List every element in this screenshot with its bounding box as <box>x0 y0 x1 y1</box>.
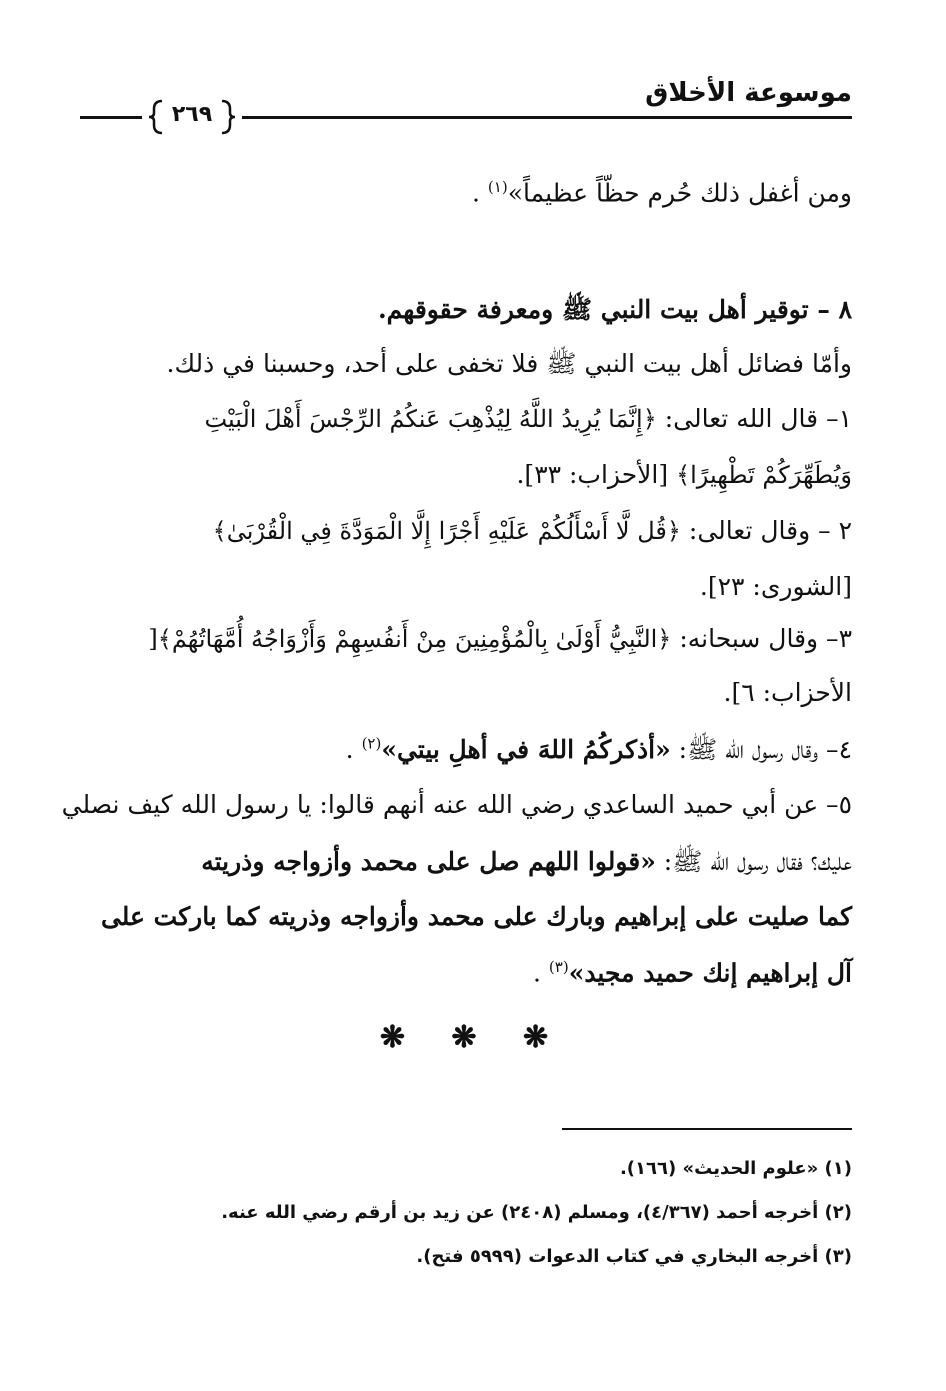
page-number-frame <box>148 97 236 137</box>
item-1-ref: [الأحزاب: ٣٣]. <box>516 460 669 489</box>
item-4-end: . <box>345 735 354 764</box>
item-5-line-4-text: آل إبراهيم إنك حميد مجيد» <box>568 958 852 988</box>
item-5-line-3: كما صليت على إبراهيم وبارك على محمد وأزواجه وذريته كما باركت على <box>100 902 852 931</box>
item-5-line-2-plain: عليك؟ فقال رسول الله ﷺ: <box>663 847 852 876</box>
footnote-2: (٢) أخرجه أحمد (٤/٣٦٧)، ومسلم (٢٤٠٨) عن زيد بن أرقم رضي الله عنه. <box>221 1202 852 1223</box>
section-separator: ❋ ❋ ❋ <box>379 1020 567 1055</box>
item-5-line-2-bold: «قولوا اللهم صل على محمد وأزواجه وذريته <box>201 847 656 876</box>
item-2-line-1 <box>80 516 852 545</box>
item-1-line-1 <box>80 404 852 433</box>
item-1-line-2 <box>80 460 852 489</box>
intro-end: . <box>472 178 480 208</box>
item-5-line-4 <box>80 958 852 987</box>
intro-line <box>80 178 852 207</box>
item-4-prefix: ٤– وقال رسول الله ﷺ: <box>678 735 852 764</box>
page-header <box>80 70 852 130</box>
item-3-verse: ﴿النَّبِيُّ أَوْلَىٰ بِالْمُؤْمِنِينَ مِنْ أَنفُسِهِمْ وَأَزْوَاجُهُ أُمَّهَاتُهُمْ﴾[ <box>148 625 672 653</box>
item-3-line-1 <box>80 624 852 653</box>
footnote-1: (١) «علوم الحديث» (١٦٦). <box>619 1158 852 1179</box>
page-number: ٢٦٩ <box>171 102 213 127</box>
header-rule-left <box>80 116 142 119</box>
item-2-ref: [الشورى: ٢٣]. <box>699 572 852 601</box>
item-4-hadith: «أذكركُمُ اللهَ في أهلِ بيتي» <box>381 735 671 764</box>
footnote-3: (٣) أخرجه البخاري في كتاب الدعوات (٥٩٩٩ فتح). <box>416 1246 852 1267</box>
item-1-verse-a: ﴿إِنَّمَا يُرِيدُ اللَّهُ لِيُذْهِبَ عَنكُمُ الرِّجْسَ أَهْلَ الْبَيْتِ <box>204 405 657 433</box>
item-5-end: . <box>533 958 541 988</box>
intro-text: ومن أغفل ذلك حُرم حظّاً عظيماً» <box>507 178 852 208</box>
footnote-ref-3: (٣) <box>548 958 569 976</box>
item-2-verse: ﴿قُل لَّا أَسْأَلُكُمْ عَلَيْهِ أَجْرًا إِلَّا الْمَوَدَّةَ فِي الْقُرْبَىٰ﴾ <box>212 517 681 545</box>
item-5-line-2 <box>80 846 852 883</box>
footnote-ref-1: (١) <box>487 178 508 196</box>
header-rule-right <box>242 116 852 119</box>
paragraph-1: وأمّا فضائل أهل بيت النبي ﷺ فلا تخفى على أحد، وحسبنا في ذلك. <box>166 349 852 378</box>
item-2-prefix: ٢ – وقال تعالى: <box>688 516 852 545</box>
item-5-line-1: ٥– عن أبي حميد الساعدي رضي الله عنه أنهم قالوا: يا رسول الله كيف نصلي <box>61 790 852 819</box>
book-title: موسوعة الأخلاق <box>645 78 852 108</box>
footnote-ref-2: (٢) <box>361 734 382 753</box>
section-heading: ٨ – توقير أهل بيت النبي ﷺ ومعرفة حقوقهم. <box>377 295 852 324</box>
item-4-line <box>80 734 852 771</box>
footnote-rule <box>562 1128 852 1130</box>
item-1-verse-b: وَيُطَهِّرَكُمْ تَطْهِيرًا﴾ <box>676 461 852 489</box>
item-3-ref: الأحزاب: ٦]. <box>723 678 852 707</box>
item-3-prefix: ٣– وقال سبحانه: <box>679 624 852 653</box>
item-1-prefix: ١– قال الله تعالى: <box>664 404 852 433</box>
